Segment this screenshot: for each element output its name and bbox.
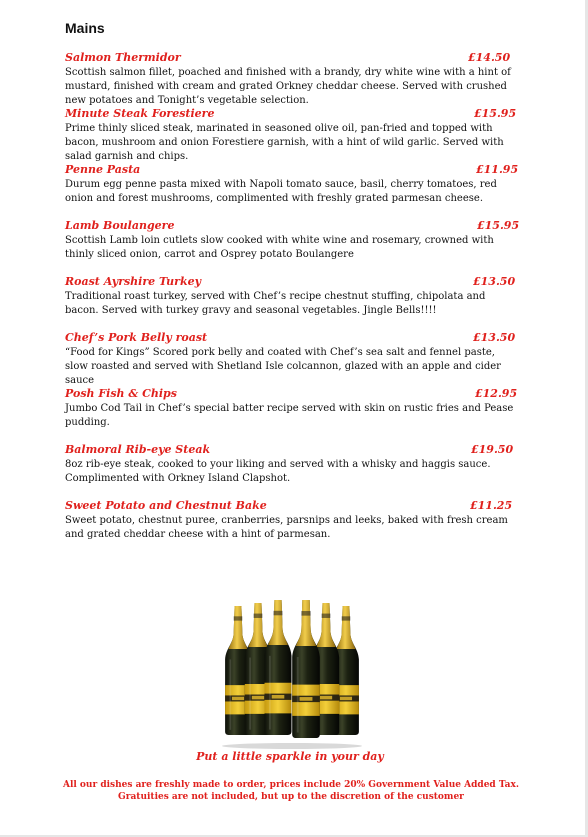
item-description: Scottish Lamb loin cutlets slow cooked with white wine and rosemary, crowned with thinly sliced onion, carrot and Osprey potato Boulangere [65,235,494,260]
item-price: £12.95 [475,387,518,400]
item-description: Sweet potato, chestnut puree, cranberries, parsnips and leeks, baked with fresh cream and grated cheddar cheese with a hint of parmesan. [65,515,508,540]
footer-line-vat: All our dishes are freshly made to order, prices include 20% Government Value Added Tax. [62,780,520,790]
item-description: “Food for Kings” Scored pork belly and coated with Chef’s sea salt and fennel paste, slow roasted and served with Shetland Isle colcannon, glazed with an apple and cider sauce [65,347,501,386]
item-price: £14.50 [468,51,511,64]
item-price: £15.95 [474,107,517,120]
item-price: £19.50 [471,443,514,456]
menu-item [65,275,520,331]
item-name: Minute Steak Forestiere [65,107,215,120]
item-price: £13.50 [473,331,516,344]
item-name: Chef’s Pork Belly roast [65,331,208,344]
menu-item [65,163,520,219]
item-name: Roast Ayrshire Turkey [65,275,201,288]
menu-item [65,107,520,163]
footer-line-gratuities: Gratuities are not included, but up to the discretion of the customer [118,792,464,802]
menu-item [65,387,520,443]
section-heading: Mains [65,20,105,36]
item-name: Salmon Thermidor [65,51,181,64]
item-description: 8oz rib-eye steak, cooked to your liking and served with a whisky and haggis sauce. Complimented with Orkney Island Clapshot. [65,459,491,484]
prosecco-bottles-icon [212,598,368,750]
menu-item [65,219,520,275]
item-description: Traditional roast turkey, served with Chef’s recipe chestnut stuffing, chipolata and bacon. Served with turkey gravy and seasonal vegetables. Jingle Bells!!!! [65,291,486,316]
item-name: Posh Fish & Chips [65,387,177,400]
item-description: Durum egg penne pasta mixed with Napoli tomato sauce, basil, cherry tomatoes, red onion and forest mushrooms, complimented with freshly grated parmesan cheese. [65,179,497,204]
item-price: £13.50 [473,275,516,288]
item-price: £11.95 [476,163,519,176]
tagline: Put a little sparkle in your day [196,750,384,763]
menu-item [65,51,520,107]
menu-items-list [65,51,520,555]
item-name: Balmoral Rib-eye Steak [65,443,211,456]
item-name: Penne Pasta [65,163,141,176]
item-name: Sweet Potato and Chestnut Bake [65,499,267,512]
item-description: Prime thinly sliced steak, marinated in seasoned olive oil, pan-fried and topped with bacon, mushroom and onion Forestiere garnish, with a hint of wild garlic. Served with salad garnish and chips. [65,123,504,162]
footer-note [0,779,582,803]
item-price: £11.25 [470,499,513,512]
item-description: Jumbo Cod Tail in Chef’s special batter recipe served with skin on rustic fries and Pease pudding. [65,403,514,428]
menu-item [65,443,520,499]
item-price: £15.95 [477,219,520,232]
menu-item [65,499,520,555]
menu-item [65,331,520,387]
item-description: Scottish salmon fillet, poached and finished with a brandy, dry white wine with a hint of mustard, finished with cream and grated Orkney cheddar cheese. Served with crushed new potatoes and Tonight’s vegetable selection. [65,67,511,106]
item-name: Lamb Boulangere [65,219,175,232]
